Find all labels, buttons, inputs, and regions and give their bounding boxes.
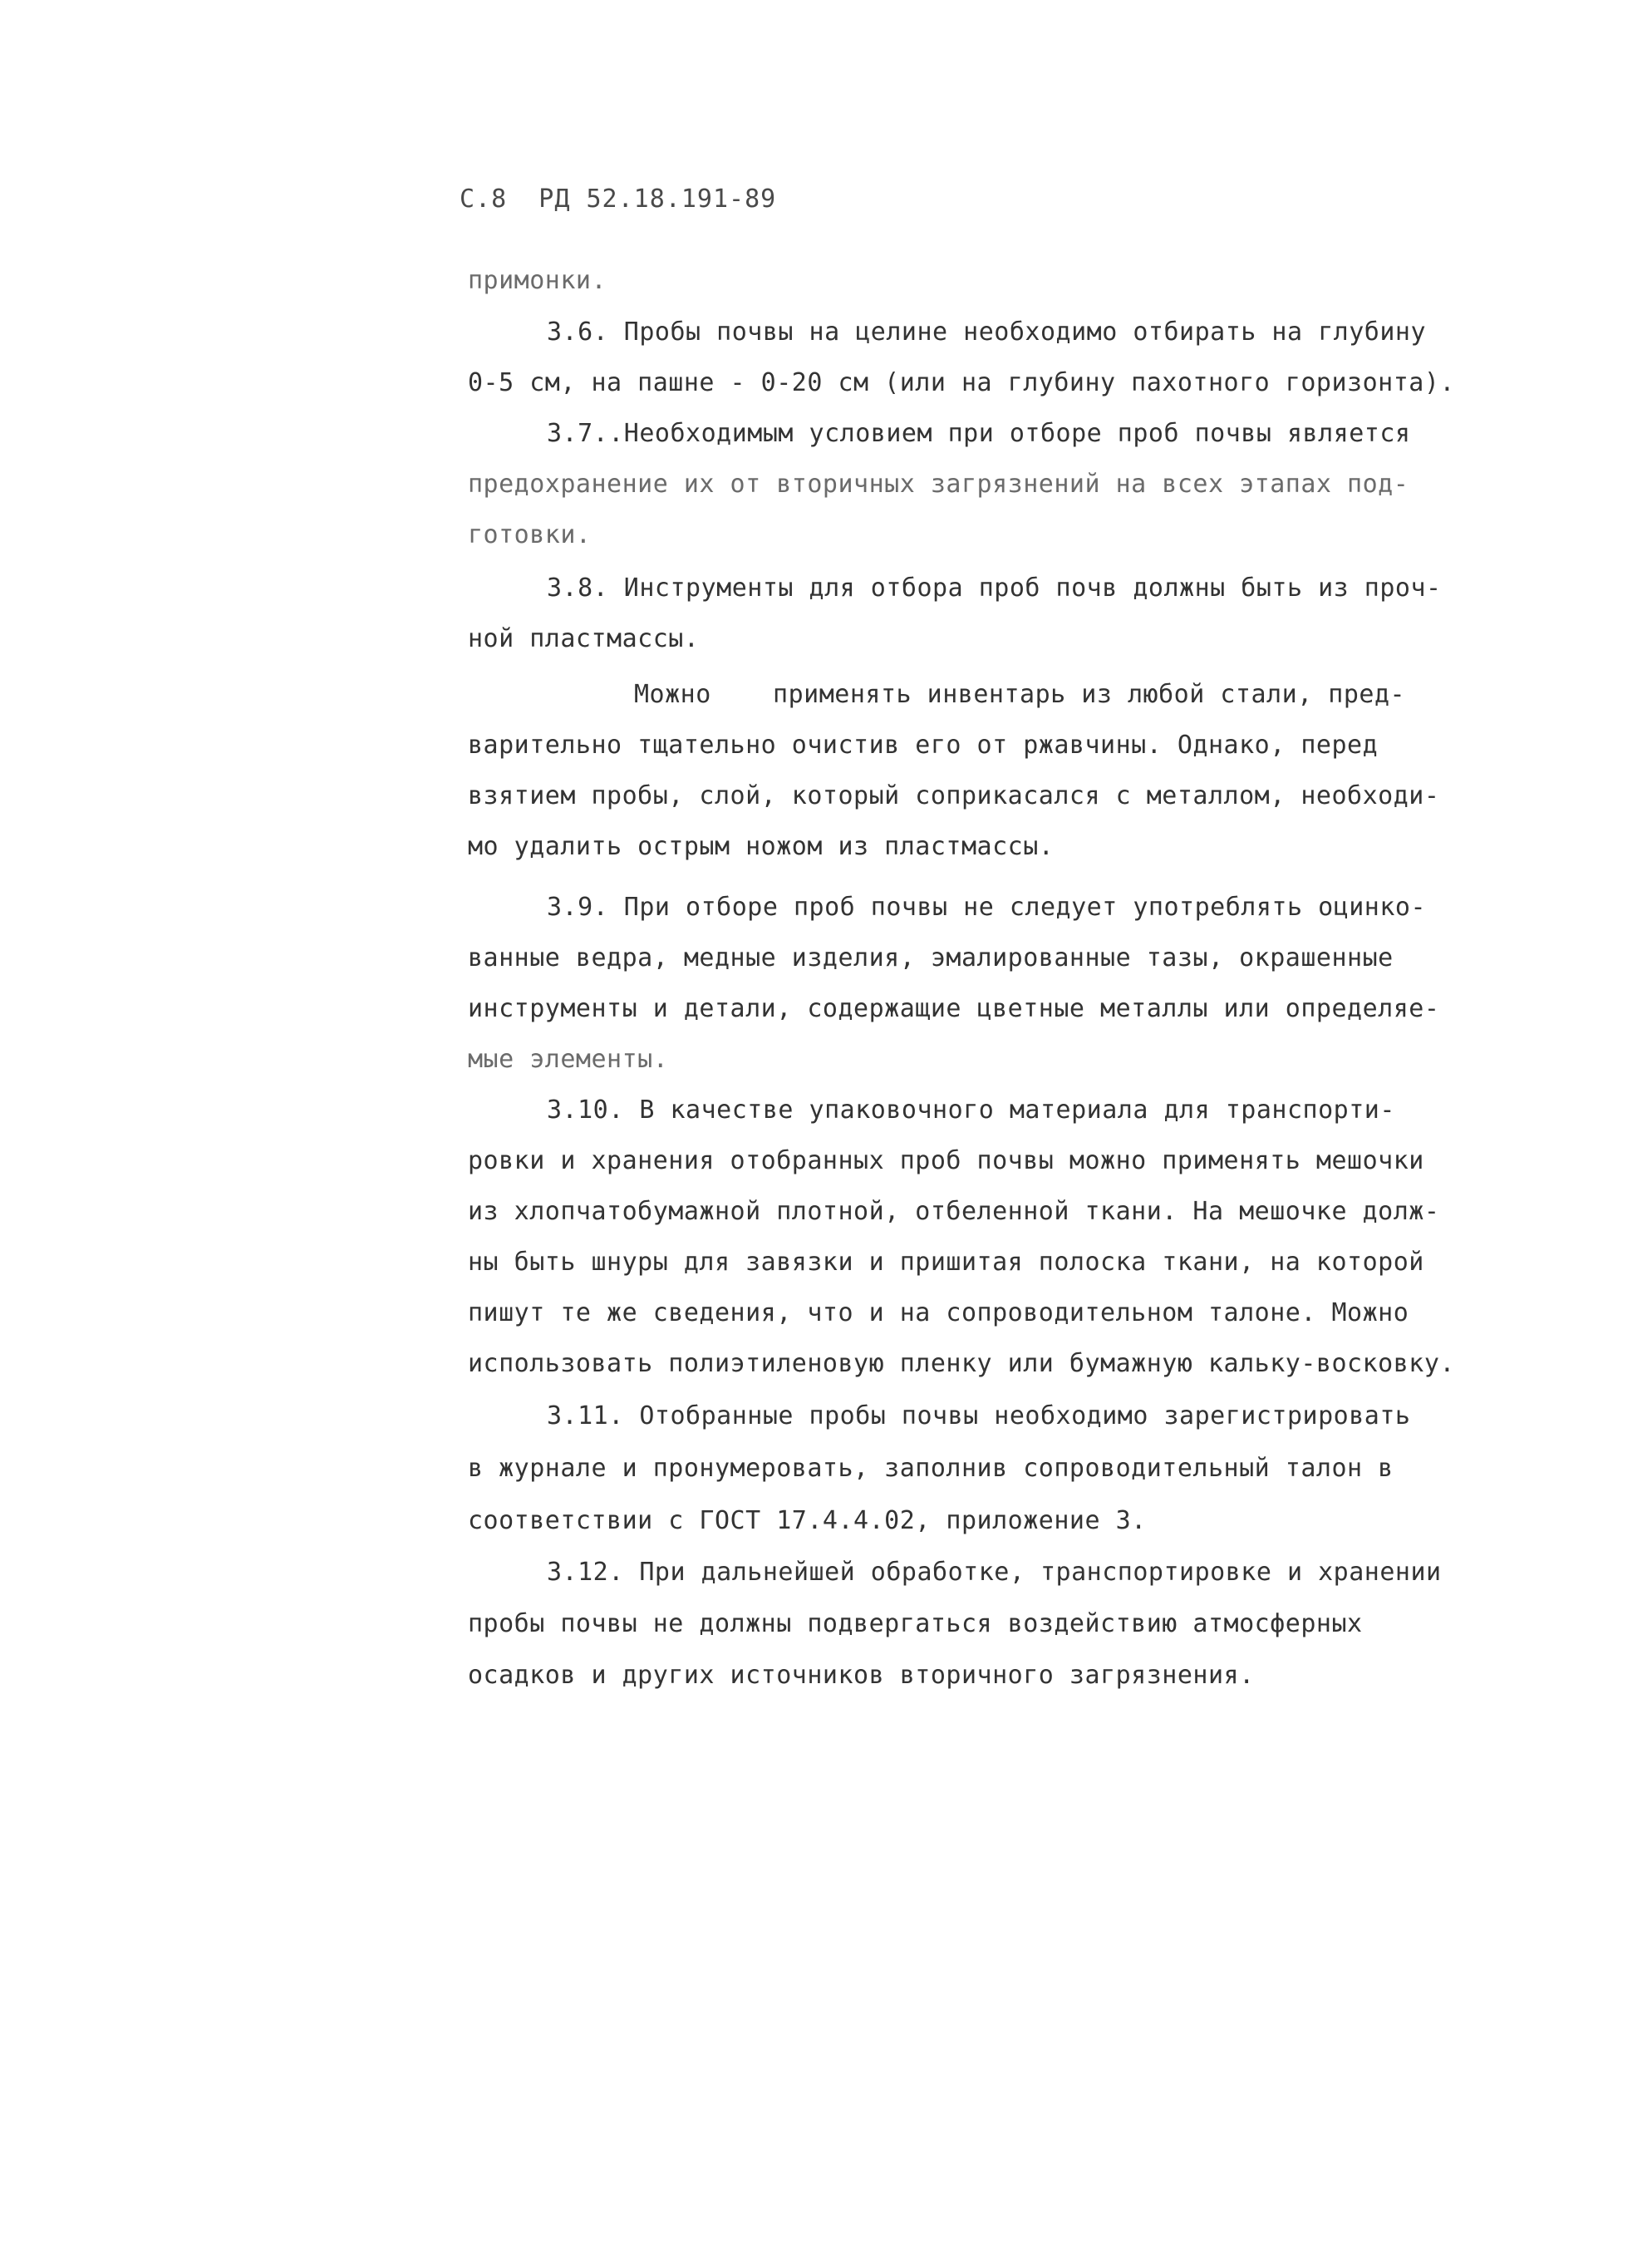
text-line: инструменты и детали, содержащие цветные металлы или определяе- xyxy=(468,994,1440,1023)
page-header: С.8 РД 52.18.191-89 xyxy=(460,185,777,214)
text-line: варительно тщательно очистив его от ржавчины. Однако, перед xyxy=(468,731,1379,760)
text-line: предохранение их от вторичных загрязнений на всех этапах под- xyxy=(468,470,1409,499)
text-line: ровки и хранения отобранных проб почвы можно применять мешочки xyxy=(468,1146,1424,1175)
text-line: пробы почвы не должны подвергаться воздействию атмосферных xyxy=(468,1609,1363,1638)
text-line: в журнале и пронумеровать, заполнив сопроводительный талон в xyxy=(468,1454,1394,1483)
text-line: взятием пробы, слой, который соприкасался с металлом, необходи- xyxy=(468,781,1440,810)
text-line: примонки. xyxy=(468,266,607,295)
text-line: 3.9. При отборе проб почвы не следует употреблять оцинко- xyxy=(547,893,1427,922)
text-line: 3.10. В качестве упаковочного материала для транспорти- xyxy=(547,1096,1395,1125)
text-line: готовки. xyxy=(468,520,592,549)
text-line: Можно применять инвентарь из любой стали, пред- xyxy=(634,680,1406,709)
text-line: мые элементы. xyxy=(468,1045,669,1074)
text-line: ванные ведра, медные изделия, эмалированные тазы, окрашенные xyxy=(468,943,1394,972)
text-line: мо удалить острым ножом из пластмассы. xyxy=(468,832,1055,861)
text-line: 3.7..Необходимым условием при отборе проб почвы является xyxy=(547,419,1411,448)
text-line: соответствии с ГОСТ 17.4.4.02, приложение 3. xyxy=(468,1506,1147,1535)
text-line: 3.6. Пробы почвы на целине необходимо отбирать на глубину xyxy=(547,318,1427,347)
text-line: ной пластмассы. xyxy=(468,624,700,653)
text-line: ны быть шнуры для завязки и пришитая полоска ткани, на которой xyxy=(468,1248,1424,1277)
text-line: из хлопчатобумажной плотной, отбеленной ткани. На мешочке долж- xyxy=(468,1197,1440,1226)
text-line: пишут те же сведения, что и на сопроводительном талоне. Можно xyxy=(468,1298,1409,1327)
text-line: осадков и других источников вторичного загрязнения. xyxy=(468,1661,1255,1690)
text-line: 3.12. При дальнейшей обработке, транспортировке и хранении xyxy=(547,1558,1442,1587)
text-line: 3.11. Отобранные пробы почвы необходимо зарегистрировать xyxy=(547,1401,1411,1430)
text-line: использовать полиэтиленовую пленку или бумажную кальку-восковку. xyxy=(468,1349,1455,1378)
text-line: 0-5 см, на пашне - 0-20 см (или на глубину пахотного горизонта). xyxy=(468,368,1455,397)
text-line: 3.8. Инструменты для отбора проб почв должны быть из проч- xyxy=(547,574,1442,603)
